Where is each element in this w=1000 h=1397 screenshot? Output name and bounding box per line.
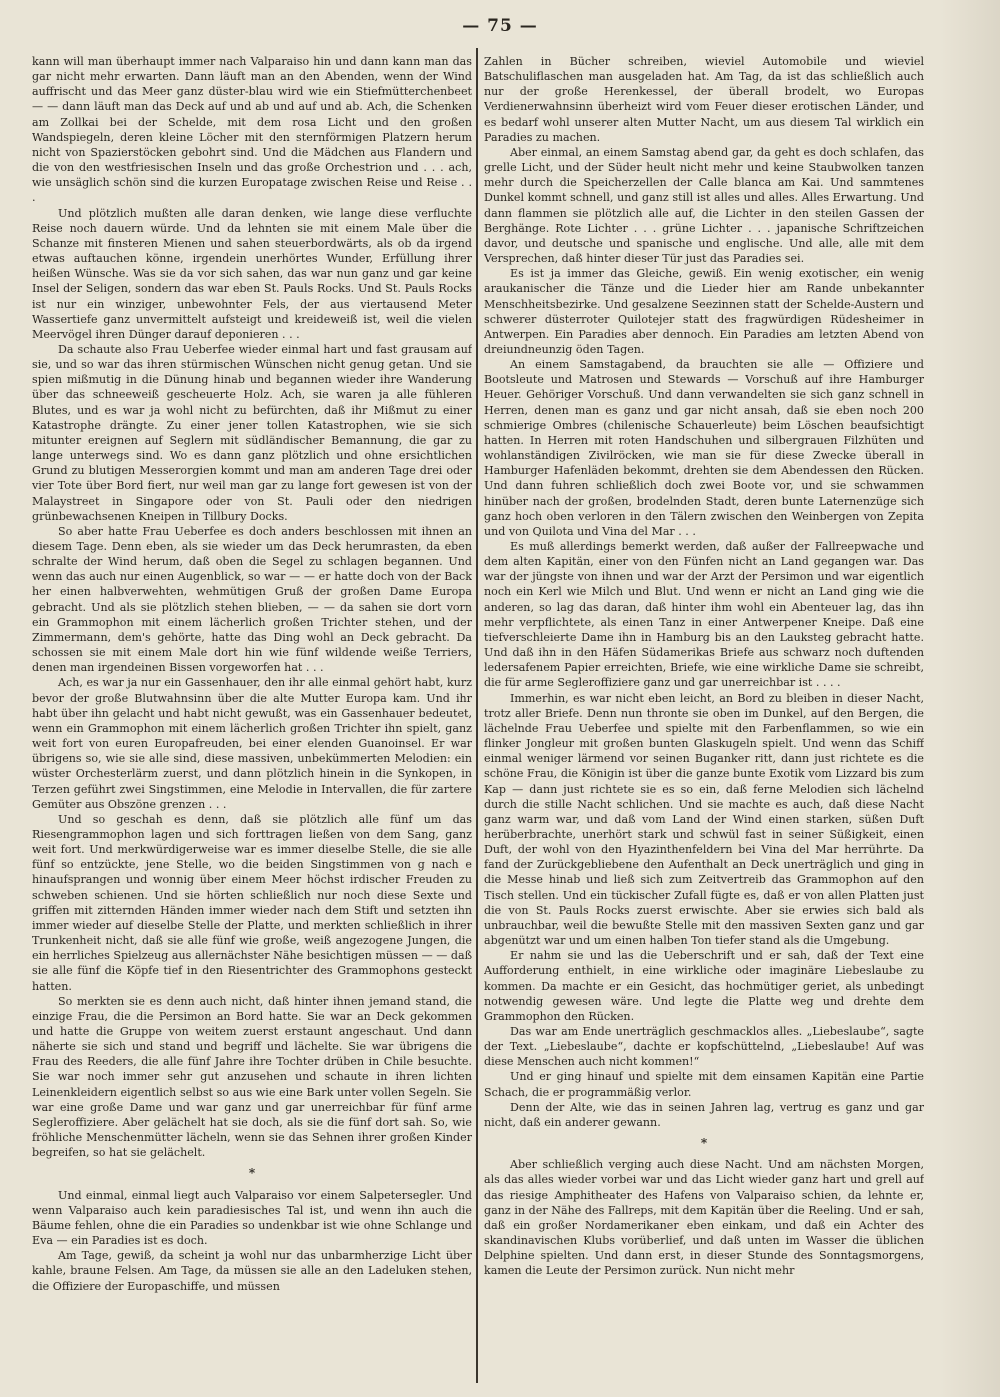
paragraph: Ach, es war ja nur ein Gassenhauer, den ihr alle einmal gehört habt, kurz bevor der große Blutwahnsinn über die alte Mutter Europa kam. Und ihr habt über ihn gelacht und habt nicht gewußt, was ein Gassenhauer bedeutet, wenn ein Grammophon mit einem lächerlich großen Trichter ihn spielt, ganz weit fort von euren Europafreuden, bei einer elenden Guanoinsel. Er war übrigens so, wie sie alle sind, diese massiven, unbekümmerten Melodien: ein wüster Orchesterlärm zuerst, und dann plötzlich hinein in die Synkopen, in Terzen geführt zwei Singstimmen, eine Melodie in Intervallen, die für zartere Gemüter aus Obszöne grenzen . . . [32,676,472,811]
paragraph: So merkten sie es denn auch nicht, daß hinter ihnen jemand stand, die einzige Frau, die die Persimon an Bord hatte. Sie war an Deck gekommen und hatte die Gruppe von weitem zuerst erstaunt angeschaut. Und dann näherte sie sich und stand und begriff und lächelte. Sie war übrigens die Frau des Reeders, die alle fünf Jahre ihre Tochter drüben in Chile besuchte. Sie war noch immer sehr gut anzusehen und schaute in ihren lichten Leinenkleidern eigentlich selbst so aus wie eine Bark unter vollen Segeln. Sie war eine große Dame und war ganz und gar unerreichbar für fünf arme Segleroffiziere. Aber gelächelt hat sie doch, als sie die fünf dort sah. So, wie fröhliche Menschenmütter lächeln, wenn sie das Sehnen ihrer großen Kinder begreifen, so hat sie gelächelt. [32,994,472,1160]
paragraph: Aber einmal, an einem Samstag abend gar, da geht es doch schlafen, das grelle Licht, und der Süder heult nicht mehr und keine Staubwolken tanzen mehr durch die Speicherzellen der Calle blanca am Kai. Und sammtenes Dunkel kommt schnell, und ganz still ist alles und alles. Alles Erwartung. Und dann flammen sie plötzlich alle auf, die Lichter in den steilen Gassen der Berghänge. Rote Lichter . . . grüne Lichter . . . japanische Schriftzeichen davor, und deutsche und spanische und englische. Und alle, alle mit dem Versprechen, daß hinter dieser Tür just das Paradies sei. [484,145,924,266]
section-separator: * [248,1166,256,1181]
paragraph: Und einmal, einmal liegt auch Valparaiso vor einem Salpetersegler. Und wenn Valparaiso auch kein paradiesisches Tal ist, und wenn ihn auch die Bäume fehlen, ohne die ein Paradies so undenkbar ist wie ohne Schlange und Eva — ein Paradies ist es doch. [32,1188,472,1248]
paragraph: Es ist ja immer das Gleiche, gewiß. Ein wenig exotischer, ein wenig araukanischer die Tänze und die Lieder hier am Rande unbekannter Menschheitsbezirke. Und gesalzene Seezinnen statt der Schelde-Austern und schwerer düsterroter Quilotejer statt des fragwürdigen Rüdesheimer in Antwerpen. Ein Paradies aber dennoch. Ein Paradies am letzten Abend von dreiundneunzig öden Tagen. [484,267,924,356]
paragraph: Und plötzlich mußten alle daran denken, wie lange diese verfluchte Reise noch dauern würde. Und da lehnten sie mit einem Male über die Schanze mit finsteren Mienen und sahen steuerbordwärts, als ob da irgend etwas auftauchen könne, irgendein unerhörtes Wunder, Erfüllung ihrer heißen Wünsche. Was sie da vor sich sahen, das war nun ganz und gar keine Insel der Seligen, sondern das war eben St. Pauls Rocks. Und St. Pauls Rocks ist nur ein winziger, unbewohnter Fels, der aus viertausend Meter Wassertiefe ganz unvermittelt aufsteigt und kreideweiß ist, weil die vielen Meervögel ihren Dünger darauf deponieren . . . [32,206,472,341]
paragraph: Und er ging hinauf und spielte mit dem einsamen Kapitän eine Partie Schach, die er programmäßig verlor. [484,1070,924,1099]
paragraph: So aber hatte Frau Ueberfee es doch anders beschlossen mit ihnen an diesem Tage. Denn eben, als sie wieder um das Deck herumrasten, da eben schralte der Wind herum, daß oben die Segel zu schlagen begannen. Und wenn das auch nur einen Augenblick, so war — — er hatte doch von der Back her einen halbverwehten, wehmütigen Gruß der großen Dame Europa gebracht. Und als sie plötzlich stehen blieben, — — da sahen sie dort vorn ein Grammophon mit einem lächerlich großen Trichter stehen, und der Zimmermann, dem's gehörte, hatte das Ding wohl an Deck gebracht. Da schossen sie mit einem Male dort hin wie fünf wildende weiße Terriers, denen man irgendeinen Bissen vorgeworfen hat . . . [32,524,472,675]
paragraph: Immerhin, es war nicht eben leicht, an Bord zu bleiben in dieser Nacht, trotz aller Briefe. Denn nun thronte sie oben im Dunkel, auf den Bergen, die lächelnde Frau Ueberfee und spielte mit den Farbenflammen, so wie ein flinker Jongleur mit großen bunten Glaskugeln spielt. Und wenn das Schiff einmal weniger lärmend vor seinen Buganker ritt, dann just richtete es die schöne Frau, die Königin ist über die ganze bunte Exotik vom Lizzard bis zum Kap — dann just richtete sie es so ein, daß ferne Melodien sich lächelnd durch die stille Nacht schlichen. Und sie machte es auch, daß diese Nacht ganz warm war, und daß vom Land der Wind einen starken, süßen Duft herüberbrachte, unerhört stark und schwül fast in seiner Süßigkeit, einen Duft, der wohl von den Hyazinthenfeldern bei Vina del Mar herrührte. Da fand der Zurückgebliebene den Aufenthalt an Deck unerträglich und ging in die Messe hinab und ließ sich zum Zeitvertreib das Grammophon auf den Tisch stellen. Und ein tückischer Zufall fügte es, daß er von allen Platten just die von St. Pauls Rocks zuerst erwischte. Aber sie erwies sich bald als unbrauchbar, weil die bewußte Stelle mit den massiven Sexten ganz und gar abgenützt war und um einen halben Ton tiefer stand als die Umgebung. [484,691,924,948]
paragraph: Und so geschah es denn, daß sie plötzlich alle fünf um das Riesengrammophon lagen und sich forttragen ließen von dem Sang, ganz weit fort. Und merkwürdigerweise war es immer dieselbe Stelle, die sie alle fünf so entzückte, jene Stelle, wo die beiden Singstimmen von g nach e hinaufsprangen und wonnig über einem Meer höchst irdischer Freuden zu schweben schienen. Und sie hörten schließlich nur noch diese Sexte und griffen mit zitternden Händen immer wieder nach dem Stift und setzten ihn immer wieder auf dieselbe Stelle der Platte, und merkten schließlich in ihrer Trunkenheit nicht, daß sie alle fünf wie große, weiß angezogene Jungen, die ein herrliches Spielzeug aus allernächster Nähe besichtigen müssen — — daß sie alle fünf die Köpfe tief in den Riesentrichter des Grammophons gesteckt hatten. [32,812,472,993]
paragraph: Denn der Alte, wie das in seinen Jahren lag, vertrug es ganz und gar nicht, daß ein anderer gewann. [484,1100,924,1129]
right-column [484,54,924,1379]
paragraph: kann will man überhaupt immer nach Valparaiso hin und dann kann man das gar nicht mehr erwarten. Dann läuft man an den Abenden, wenn der Wind auffrischt und das Meer ganz düster-blau wird wie ein Stiefmütterchenbeet — — dann läuft man das Deck auf und ab und auf und ab. Ach, die Schenken am Zollkai bei der Schelde, mit dem rosa Licht und den großen Wandspiegeln, deren kleine Löcher mit den sternförmigen Platzern herum nicht von Spazierstöcken gebohrt sind. Und die Mädchen aus Flandern und die von den westfriesischen Inseln und das große Orchestrion und . . . ach, wie unsäglich schön sind die kurzen Europatage zwischen Reise und Reise . . . [32,55,472,205]
paragraph: Da schaute also Frau Ueberfee wieder einmal hart und fast grausam auf sie, und so war das ihren stürmischen Wünschen nicht genug getan. Und sie spien mißmutig in die Dünung hinab und begannen wieder ihre Wanderung über das schneeweiß gescheuerte Holz. Ach, sie waren ja alle fühleren Blutes, und es war ja wohl nicht zu befürchten, daß ihr Mißmut zu einer Katastrophe drängte. Zu einer jener tollen Katastrophen, wie sie sich mitunter ereignen auf Seglern mit südländischer Bemannung, die gar zu lange unterwegs sind. Wo es dann ganz plötzlich und ohne ersichtlichen Grund zu blutigen Messerorgien kommt und man am anderen Tage drei oder vier Tote über Bord fiert, nur weil man gar zu lange fort gewesen ist von der Malaystreet in Singapore oder von St. Pauli oder den niedrigen grünbewachsenen Kneipen in Tillbury Docks. [32,342,472,523]
page-edge-shading [940,0,1000,1397]
page-number: — 75 — [462,16,538,36]
paragraph: Zahlen in Bücher schreiben, wieviel Automobile und wieviel Batschuliflaschen man ausgeladen hat. Am Tag, da ist das schließlich auch nur der große Herenkessel, der überall brodelt, wo Europas Verdienerwahnsinn überheizt wird vom Feuer dieser erotischen Länder, und es bedarf wohl unserer alten Mutter Nacht, um aus diesem Tal wirklich ein Paradies zu machen. [484,55,924,144]
paragraph: Es muß allerdings bemerkt werden, daß außer der Fallreepwache und dem alten Kapitän, einer von den Fünfen nicht an Land gegangen war. Das war der jüngste von ihnen und war der Arzt der Persimon und war eigentlich noch ein Kerl wie Milch und Blut. Und wenn er nicht an Land ging wie die anderen, so lag das daran, daß hinter ihm wohl ein Abenteuer lag, das ihn mehr verpflichtete, als einen Tanz in einer Antwerpener Kneipe. Daß eine tiefverschleierte Dame ihn in Hamburg bis an den Lauksteg gebracht hatte. Und daß ihn in den Häfen Südamerikas Briefe aus schwarz noch duftenden ledersafenem Papier erreichten, Briefe, wie eine wirkliche Dame sie schreibt, die für arme Segleroffiziere ganz und gar unerreichbar ist . . . . [484,540,924,690]
paragraph: Am Tage, gewiß, da scheint ja wohl nur das unbarmherzige Licht über kahle, braune Felsen. Am Tage, da müssen sie alle an den Ladeluken stehen, die Offiziere der Europaschiffe, und müssen [32,1249,472,1293]
paragraph: Er nahm sie und las die Ueberschrift und er sah, daß der Text eine Aufforderung enthielt, in eine wirkliche oder imaginäre Liebeslaube zu kommen. Da machte er ein Gesicht, das hochmütiger geriet, als unbedingt notwendig gewesen wäre. Und legte die Platte weg und drehte dem Grammophon den Rücken. [484,949,924,1023]
left-column [32,54,472,1379]
paragraph: Das war am Ende unerträglich geschmacklos alles. „Liebeslaube“, sagte der Text. „Liebeslaube“, dachte er kopfschüttelnd, „Liebeslaube! Auf was diese Menschen auch nicht kommen!“ [484,1025,924,1069]
paragraph: Aber schließlich verging auch diese Nacht. Und am nächsten Morgen, als das alles wieder vorbei war und das Licht wieder ganz hart und grell auf das riesige Amphitheater des Hafens von Valparaiso schien, da lehnte er, ganz in der Nähe des Fallreps, mit dem Kapitän über die Reeling. Und er sah, daß ein großer Nordamerikaner eben einkam, und daß ein Achter des skandinavischen Klubs vorüberlief, und daß unten im Wasser die üblichen Delphine spielten. Und dann erst, in dieser Stunde des Sonntagsmorgens, kamen die Leute der Persimon zurück. Nun nicht mehr [484,1158,924,1278]
section-separator: * [700,1136,708,1151]
column-divider [476,48,478,1383]
paragraph: An einem Samstagabend, da brauchten sie alle — Offiziere und Bootsleute und Matrosen und Stewards — Vorschuß auf ihre Hamburger Heuer. Gehöriger Vorschuß. Und dann verwandelten sie sich ganz schnell in Herren, denen man es ganz und gar nicht ansah, daß sie eben noch 200 schmierige Ombres (chilenische Schauerleute) beim Löschen beaufsichtigt hatten. In Herren mit roten Handschuhen und silbergrauen Filzhüten und wohlanständigen Zivilröcken, wie man sie für diese Zwecke überall in Hamburger Hafenläden bekommt, drehten sie dem Abendessen den Rücken. Und dann fuhren schließlich doch zwei Boote vor, und sie schwammen hinüber nach der großen, brodelnden Stadt, deren bunte Laternenzüge sich ganz hoch oben verloren in den Tälern zwischen den Weinbergen von Zepita und von Quilota und Vina del Mar . . . [484,358,924,538]
